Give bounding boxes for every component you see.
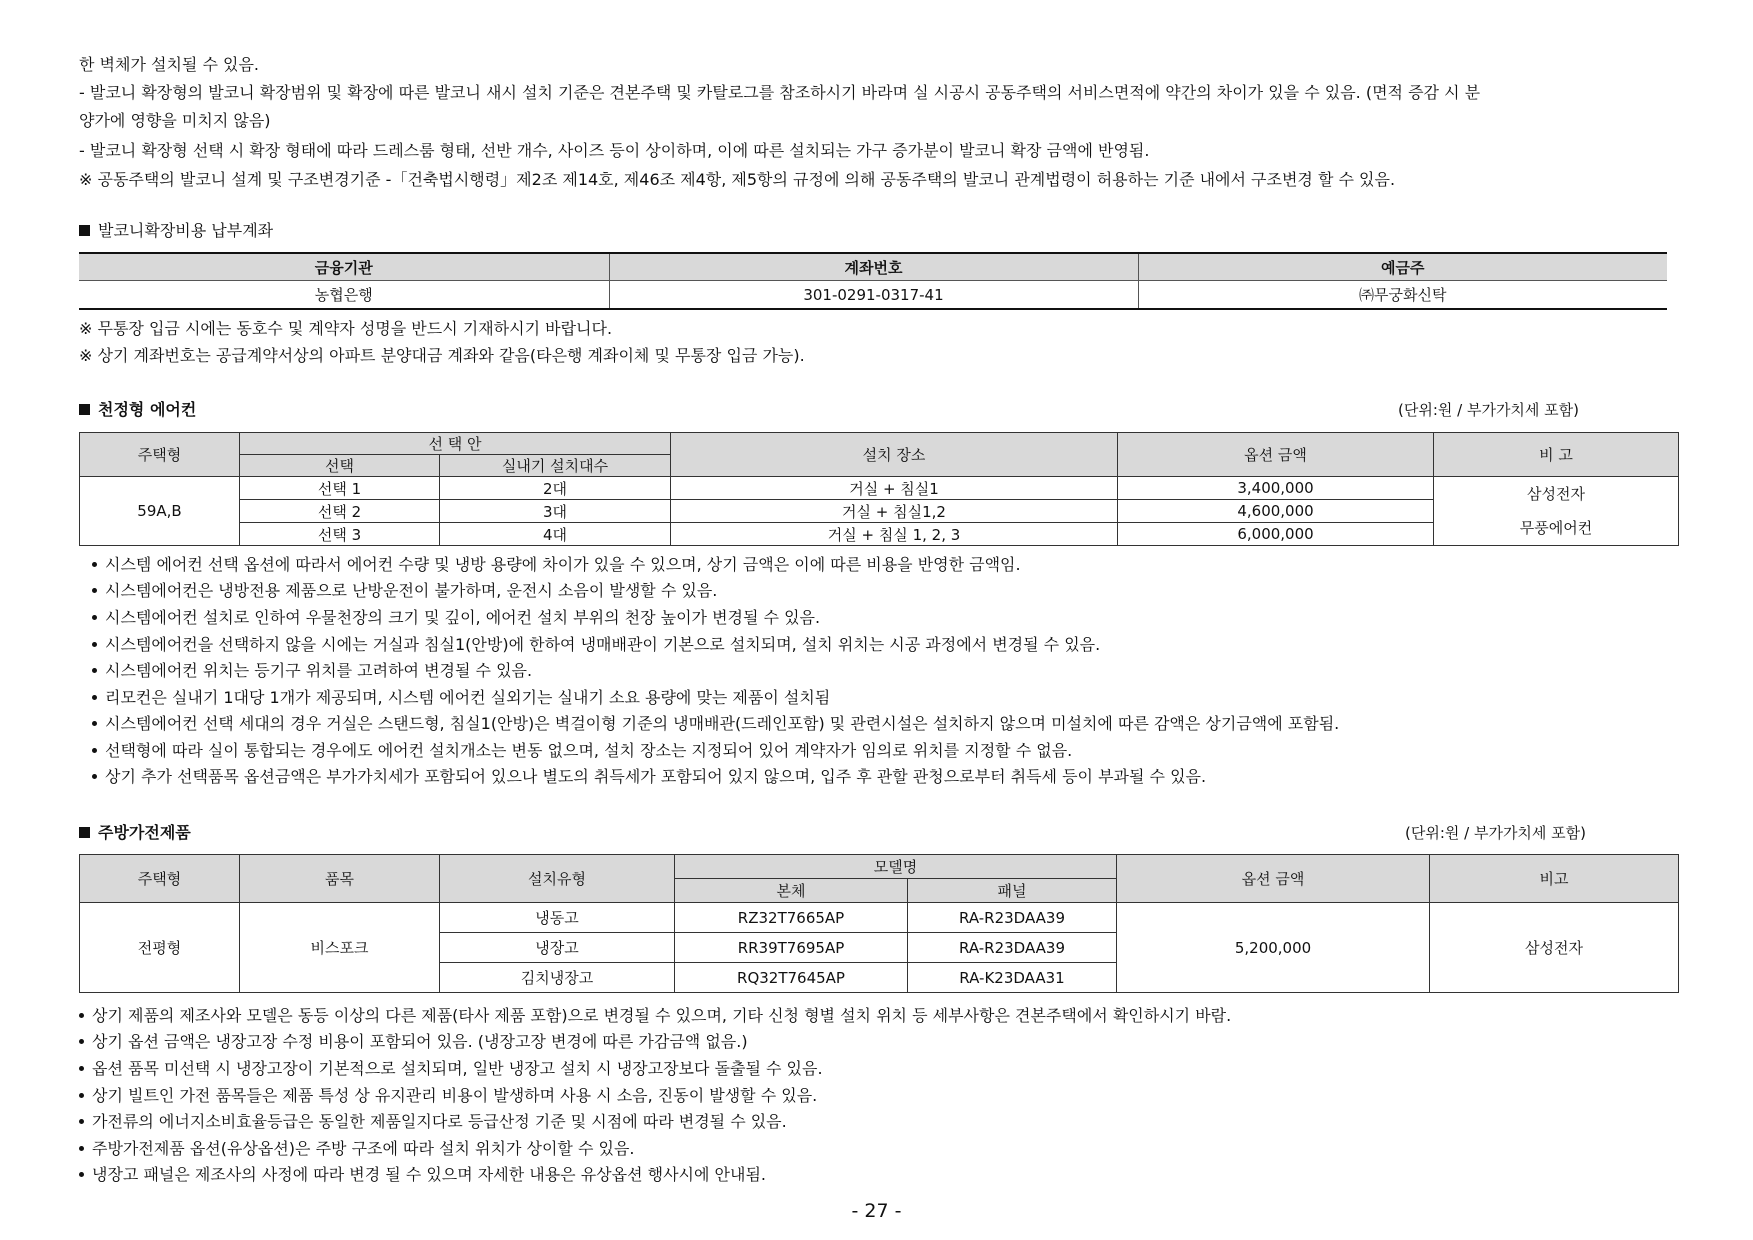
header-item: 품목	[240, 855, 440, 903]
header-body: 본체	[675, 879, 908, 903]
cell-depositor: ㈜무궁화신탁	[1138, 281, 1667, 310]
kitchen-bullet: 상기 옵션 금액은 냉장고장 수정 비용이 포함되어 있음. (냉장고장 변경에 따른 가감금액 없음.)	[79, 1031, 748, 1053]
note-product: 무풍에어컨	[1519, 519, 1593, 537]
account-note: ※ 상기 계좌번호는 공급계약서상의 아파트 분양대금 계좌와 같음(타은행 계좌이체 및 무통장 입금 가능).	[79, 346, 805, 365]
intro-line: 한 벽체가 설치될 수 있음.	[79, 55, 259, 74]
intro-line: ※ 공동주택의 발코니 설계 및 구조변경기준 -「건축법시행령」제2조 제14호, 제46조 제4항, 제5항의 규정에 의해 공동주택의 발코니 관계법령이 허용하는 기준 내에서 구조변경 할 수 있음.	[79, 170, 1396, 189]
header-option-group: 선 택 안	[240, 433, 671, 455]
cell-house-type: 전평형	[80, 903, 240, 993]
aircon-bullet: 시스템에어컨 설치로 인하여 우물천장의 크기 및 깊이, 에어컨 설치 부위의 천장 높이가 변경될 수 있음.	[92, 607, 820, 629]
intro-line: - 발코니 확장형의 발코니 확장범위 및 확장에 따른 발코니 새시 설치 기준은 견본주택 및 카탈로그를 참조하시기 바라며 실 시공시 공동주택의 서비스면적에 약간의 차이가 있을 수 있음. (면적 증감 시 분	[79, 83, 1481, 102]
cell-units: 3대	[440, 500, 671, 523]
cell-units: 2대	[440, 477, 671, 500]
account-note: ※ 무통장 입금 시에는 동호수 및 계약자 성명을 반드시 기재하시기 바랍니다.	[79, 319, 613, 338]
square-bullet-icon	[79, 225, 90, 236]
cell-location: 거실 + 침실1,2	[671, 500, 1118, 523]
header-note: 비 고	[1434, 433, 1679, 477]
cell-option: 선택 1	[240, 477, 440, 500]
cell-option: 선택 2	[240, 500, 440, 523]
aircon-table	[79, 432, 1679, 546]
section-title-account: 발코니확장비용 납부계좌	[79, 220, 273, 242]
section-title-kitchen: 주방가전제품	[79, 822, 191, 844]
intro-line: - 발코니 확장형 선택 시 확장 형태에 따라 드레스룸 형태, 선반 개수, 사이즈 등이 상이하며, 이에 따른 설치되는 가구 증가분이 발코니 확장 금액에 반영됨.	[79, 141, 1150, 160]
cell-price: 5,200,000	[1117, 903, 1430, 993]
cell-option: 선택 3	[240, 523, 440, 546]
cell-install-type: 김치냉장고	[440, 963, 675, 993]
cell-bank: 농협은행	[314, 286, 373, 304]
header-location: 설치 장소	[671, 433, 1118, 477]
aircon-bullet: 시스템에어컨 위치는 등기구 위치를 고려하여 변경될 수 있음.	[92, 660, 532, 682]
kitchen-bullet: 옵션 품목 미선택 시 냉장고장이 기본적으로 설치되며, 일반 냉장고 설치 시 냉장고장보다 돌출될 수 있음.	[79, 1058, 823, 1080]
kitchen-bullet: 상기 빌트인 가전 품목들은 제품 특성 상 유지관리 비용이 발생하며 사용 시 소음, 진동이 발생할 수 있음.	[79, 1085, 817, 1107]
cell-install-type: 냉장고	[440, 933, 675, 963]
header-account-number: 계좌번호	[609, 253, 1138, 281]
header-price: 옵션 금액	[1117, 855, 1430, 903]
cell-item: 비스포크	[240, 903, 440, 993]
cell-panel-model: RA-K23DAA31	[908, 963, 1117, 993]
header-bank: 금융기관	[79, 253, 609, 281]
header-price: 옵션 금액	[1118, 433, 1434, 477]
header-house-type: 주택형	[80, 433, 240, 477]
aircon-bullet: 시스템 에어컨 선택 옵션에 따라서 에어컨 수량 및 냉방 용량에 차이가 있을 수 있으며, 상기 금액은 이에 따른 비용을 반영한 금액임.	[92, 554, 1021, 576]
cell-body-model: RQ32T7645AP	[675, 963, 908, 993]
header-option: 선택	[240, 455, 440, 477]
cell-body-model: RR39T7695AP	[675, 933, 908, 963]
header-panel: 패널	[908, 879, 1117, 903]
aircon-bullet: 선택형에 따라 실이 통합되는 경우에도 에어컨 설치개소는 변동 없으며, 설치 장소는 지정되어 있어 계약자가 임의로 위치를 지정할 수 없음.	[92, 740, 1072, 762]
cell-price: 4,600,000	[1118, 500, 1434, 523]
aircon-bullet: 시스템에어컨 선택 세대의 경우 거실은 스탠드형, 침실1(안방)은 벽걸이형 기준의 냉매배관(드레인포함) 및 관련시설은 설치하지 않으며 미설치에 따른 감액은 상기금액에 포함됨.	[92, 713, 1339, 735]
cell-price: 3,400,000	[1118, 477, 1434, 500]
header-units: 실내기 설치대수	[440, 455, 671, 477]
aircon-bullet: 상기 추가 선택품목 옵션금액은 부가가치세가 포함되어 있으나 별도의 취득세가 포함되어 있지 않으며, 입주 후 관할 관청으로부터 취득세 등이 부과될 수 있음.	[92, 766, 1206, 788]
cell-note: 삼성전자	[1430, 903, 1679, 993]
kitchen-bullet: 상기 제품의 제조사와 모델은 동등 이상의 다른 제품(타사 제품 포함)으로 변경될 수 있으며, 기타 신청 형별 설치 위치 등 세부사항은 견본주택에서 확인하시기 바람.	[79, 1005, 1231, 1027]
cell-install-type: 냉동고	[440, 903, 675, 933]
cell-panel-model: RA-R23DAA39	[908, 933, 1117, 963]
cell-note	[1434, 477, 1679, 546]
kitchen-table	[79, 854, 1679, 993]
kitchen-bullet: 가전류의 에너지소비효율등급은 동일한 제품일지다로 등급산정 기준 및 시점에 따라 변경될 수 있음.	[79, 1111, 787, 1133]
cell-units: 4대	[440, 523, 671, 546]
aircon-bullet: 시스템에어컨은 냉방전용 제품으로 난방운전이 불가하며, 운전시 소음이 발생할 수 있음.	[92, 580, 717, 602]
cell-house-type: 59A,B	[80, 477, 240, 546]
aircon-bullet: 시스템에어컨을 선택하지 않을 시에는 거실과 침실1(안방)에 한하여 냉매배관이 기본으로 설치되며, 설치 위치는 시공 과정에서 변경될 수 있음.	[92, 634, 1100, 656]
header-house-type: 주택형	[80, 855, 240, 903]
cell-panel-model: RA-R23DAA39	[908, 903, 1117, 933]
unit-note: (단위:원 / 부가가치세 포함)	[1405, 824, 1587, 842]
header-note: 비고	[1430, 855, 1679, 903]
kitchen-bullet: 냉장고 패널은 제조사의 사정에 따라 변경 될 수 있으며 자세한 내용은 유상옵션 행사시에 안내됨.	[79, 1164, 766, 1186]
cell-body-model: RZ32T7665AP	[675, 903, 908, 933]
intro-line: 양가에 영향을 미치지 않음)	[79, 111, 271, 130]
aircon-bullet: 리모컨은 실내기 1대당 1개가 제공되며, 시스템 에어컨 실외기는 실내기 소요 용량에 맞는 제품이 설치됨	[92, 687, 830, 709]
header-model: 모델명	[675, 855, 1117, 879]
cell-account-number: 301-0291-0317-41	[609, 281, 1138, 310]
account-table	[79, 252, 1667, 310]
header-install-type: 설치유형	[440, 855, 675, 903]
section-title-aircon: 천정형 에어컨	[79, 399, 196, 421]
cell-location: 거실 + 침실1	[671, 477, 1118, 500]
square-bullet-icon	[79, 827, 90, 838]
header-depositor: 예금주	[1138, 253, 1667, 281]
cell-location: 거실 + 침실 1, 2, 3	[671, 523, 1118, 546]
unit-note: (단위:원 / 부가가치세 포함)	[1398, 401, 1580, 419]
cell-price: 6,000,000	[1118, 523, 1434, 546]
page-number: - 27 -	[851, 1200, 902, 1222]
note-brand: 삼성전자	[1527, 485, 1585, 503]
square-bullet-icon	[79, 404, 90, 415]
kitchen-bullet: 주방가전제품 옵션(유상옵션)은 주방 구조에 따라 설치 위치가 상이할 수 있음.	[79, 1138, 634, 1160]
